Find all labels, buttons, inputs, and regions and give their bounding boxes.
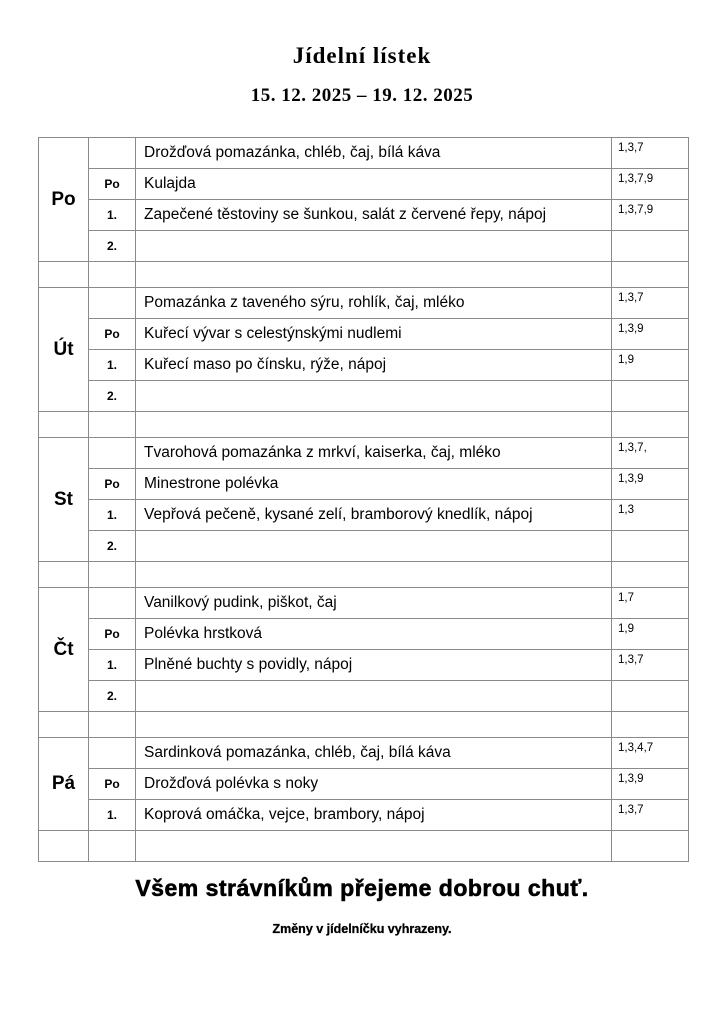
day-label: St (39, 438, 89, 562)
menu-row (39, 319, 689, 350)
meal-text: Tvarohová pomazánka z mrkví, kaiserka, čaj, mléko (136, 438, 612, 469)
allergen-codes: 1,3,7, (612, 438, 689, 469)
meal-type-label (89, 288, 136, 319)
allergen-codes (612, 381, 689, 412)
meal-type-label (89, 588, 136, 619)
meal-text: Minestrone polévka (136, 469, 612, 500)
meal-text: Zapečené těstoviny se šunkou, salát z červené řepy, nápoj (136, 200, 612, 231)
meal-type-label: 2. (89, 681, 136, 712)
meal-text: Sardinková pomazánka, chléb, čaj, bílá káva (136, 738, 612, 769)
menu-row (39, 288, 689, 319)
menu-row (39, 138, 689, 169)
menu-row (39, 500, 689, 531)
date-range: 15. 12. 2025 – 19. 12. 2025 (250, 84, 474, 106)
day-label: Čt (39, 588, 89, 712)
meal-type-label: 1. (89, 500, 136, 531)
meal-type-label: Po (89, 619, 136, 650)
meal-text: Drožďová pomazánka, chléb, čaj, bílá káva (136, 138, 612, 169)
allergen-codes: 1,3,9 (612, 319, 689, 350)
allergen-codes: 1,9 (612, 350, 689, 381)
meal-text (136, 681, 612, 712)
footer-wish-text: Všem strávníkům přejeme dobrou chuť. (135, 875, 589, 902)
menu-row (39, 800, 689, 831)
meal-type-label: 2. (89, 231, 136, 262)
menu-table (38, 137, 689, 862)
meal-text: Vanilkový pudink, piškot, čaj (136, 588, 612, 619)
spacer-row (39, 262, 689, 288)
day-label: Pá (39, 738, 89, 831)
allergen-codes (612, 681, 689, 712)
allergen-codes: 1,3,7,9 (612, 169, 689, 200)
allergen-codes: 1,3,7 (612, 138, 689, 169)
allergen-codes: 1,3,9 (612, 469, 689, 500)
meal-type-label: 2. (89, 531, 136, 562)
meal-type-label: 2. (89, 381, 136, 412)
meal-text: Kuřecí vývar s celestýnskými nudlemi (136, 319, 612, 350)
meal-type-label (89, 138, 136, 169)
meal-text: Drožďová polévka s noky (136, 769, 612, 800)
menu-row (39, 350, 689, 381)
allergen-codes: 1,3,7 (612, 288, 689, 319)
spacer-row (39, 831, 689, 862)
meal-type-label: 1. (89, 800, 136, 831)
menu-row (39, 469, 689, 500)
meal-type-label: 1. (89, 650, 136, 681)
allergen-codes (612, 231, 689, 262)
meal-text: Kuřecí maso po čínsku, rýže, nápoj (136, 350, 612, 381)
menu-row (39, 588, 689, 619)
meal-type-label: Po (89, 319, 136, 350)
allergen-codes: 1,3,9 (612, 769, 689, 800)
allergen-codes: 1,9 (612, 619, 689, 650)
menu-row (39, 381, 689, 412)
meal-text (136, 231, 612, 262)
allergen-codes: 1,3,7,9 (612, 200, 689, 231)
allergen-codes: 1,3 (612, 500, 689, 531)
menu-row (39, 769, 689, 800)
menu-row (39, 231, 689, 262)
meal-type-label: Po (89, 769, 136, 800)
allergen-codes: 1,3,4,7 (612, 738, 689, 769)
spacer-row (39, 412, 689, 438)
meal-type-label (89, 738, 136, 769)
meal-text (136, 381, 612, 412)
meal-text: Polévka hrstková (136, 619, 612, 650)
meal-type-label (89, 438, 136, 469)
allergen-codes: 1,3,7 (612, 650, 689, 681)
menu-row (39, 169, 689, 200)
meal-type-label: 1. (89, 350, 136, 381)
allergen-codes: 1,7 (612, 588, 689, 619)
menu-row (39, 438, 689, 469)
menu-row (39, 619, 689, 650)
meal-type-label: Po (89, 469, 136, 500)
menu-row (39, 681, 689, 712)
day-label: Út (39, 288, 89, 412)
menu-row (39, 200, 689, 231)
spacer-row (39, 562, 689, 588)
allergen-codes (612, 531, 689, 562)
meal-type-label: Po (89, 169, 136, 200)
allergen-codes: 1,3,7 (612, 800, 689, 831)
meal-text: Plněné buchty s povidly, nápoj (136, 650, 612, 681)
meal-text: Kulajda (136, 169, 612, 200)
menu-row (39, 738, 689, 769)
meal-text: Koprová omáčka, vejce, brambory, nápoj (136, 800, 612, 831)
meal-type-label: 1. (89, 200, 136, 231)
meal-text: Pomazánka z taveného sýru, rohlík, čaj, mléko (136, 288, 612, 319)
meal-text (136, 531, 612, 562)
page-title: Jídelní lístek (292, 43, 432, 68)
meal-text: Vepřová pečeně, kysané zelí, bramborový knedlík, nápoj (136, 500, 612, 531)
footer-note-text: Změny v jídelníčku vyhrazeny. (272, 922, 452, 937)
menu-row (39, 650, 689, 681)
day-label: Po (39, 138, 89, 262)
menu-row (39, 531, 689, 562)
spacer-row (39, 712, 689, 738)
